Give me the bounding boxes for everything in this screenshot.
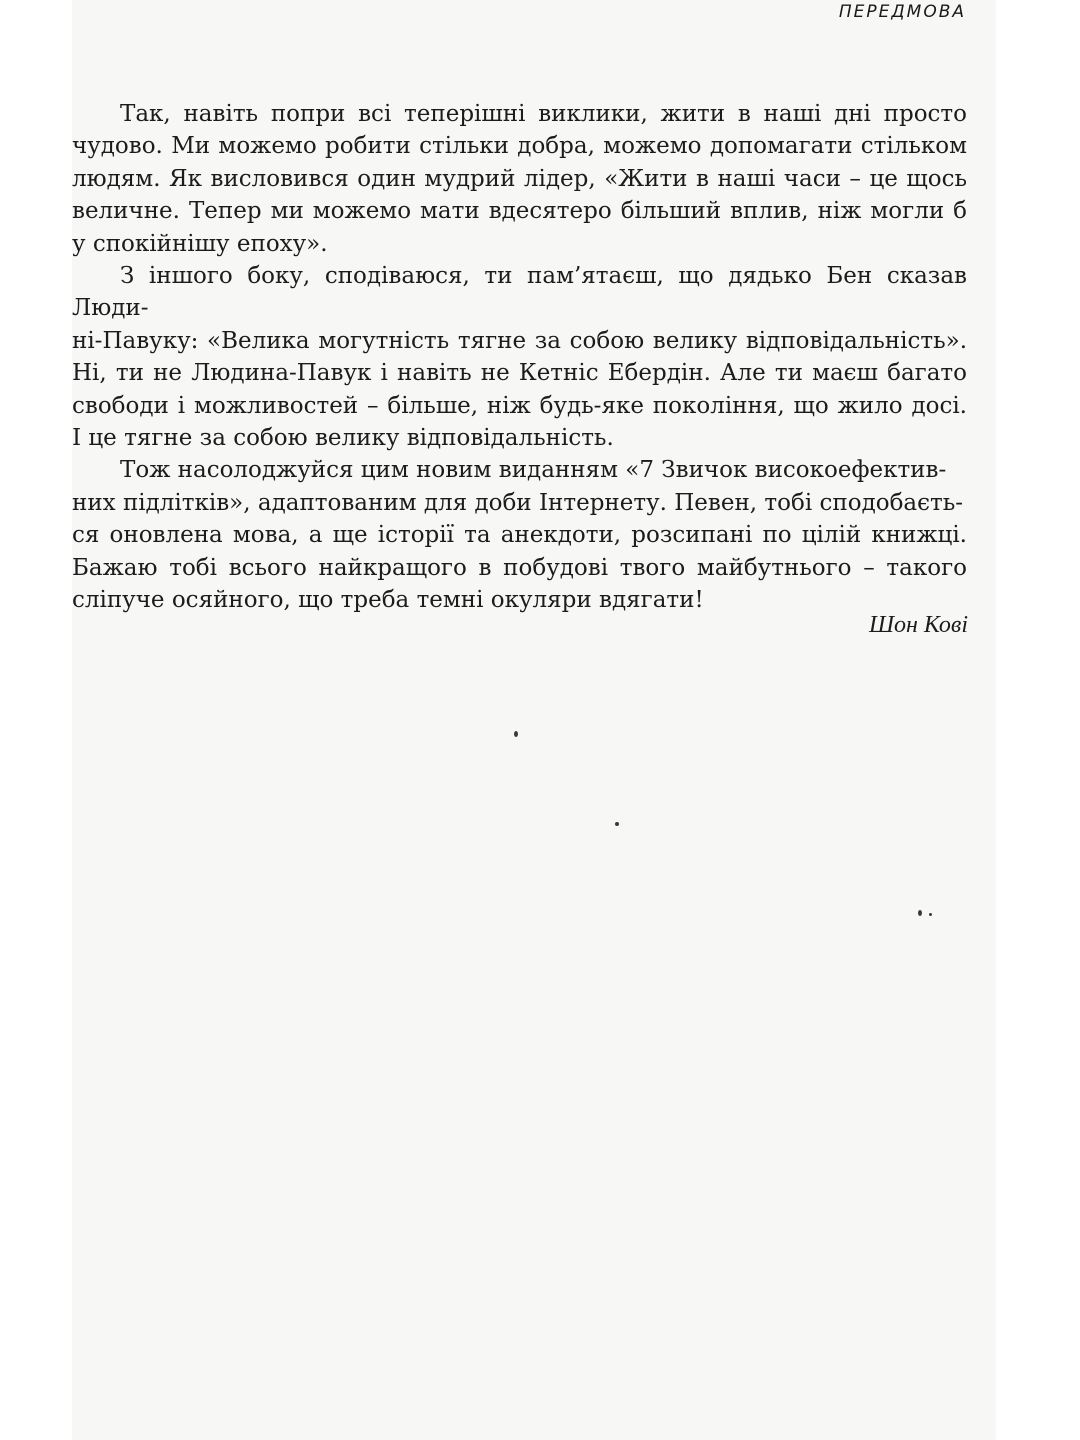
paragraph-3: Тож насолоджуйся цим новим виданням «7 Звичок високоефектив- них підлітків», адаптованим для доби Інтернету. Певен, тобі сподобаєть- ся оновлена мова, а ще історії та анекдоти, розсипані по цілій книжці. Бажаю тобі всього найкращого в побудові твого майбутнього – такого сліпуче осяйного, що треба темні окуляри вдягати! [72,457,967,614]
running-head: ПЕРЕДМОВА [838,2,966,22]
body-text [72,98,967,617]
print-speck [514,731,518,737]
paragraph-2: З іншого боку, сподіваюся, ти пам’ятаєш, що дядько Бен сказав Люди- ні-Павуку: «Велика могутність тягне за собою велику відповідальність». Ні, ти не Людина-Павук і навіть не Кетніс Ебердін. Але ти маєш багато свободи і можливостей – більше, ніж будь-яке покоління, що жило досі. І це тягне за собою велику відповідальність. [72,263,967,452]
paragraph-1: Так, навіть попри всі теперішні виклики, жити в наші дні просто чудово. Ми можемо робити стільки добра, можемо допомагати стільком людям. Як висловився один мудрий лідер, «Жити в наші часи – це щось величне. Тепер ми можемо мати вдесятеро більший вплив, ніж могли б у спокійнішу епоху». [72,101,967,257]
print-speck [918,910,922,916]
book-page [72,0,996,1440]
print-speck [929,913,932,916]
author-signature: Шон Кові [868,612,968,638]
print-speck [615,822,619,826]
